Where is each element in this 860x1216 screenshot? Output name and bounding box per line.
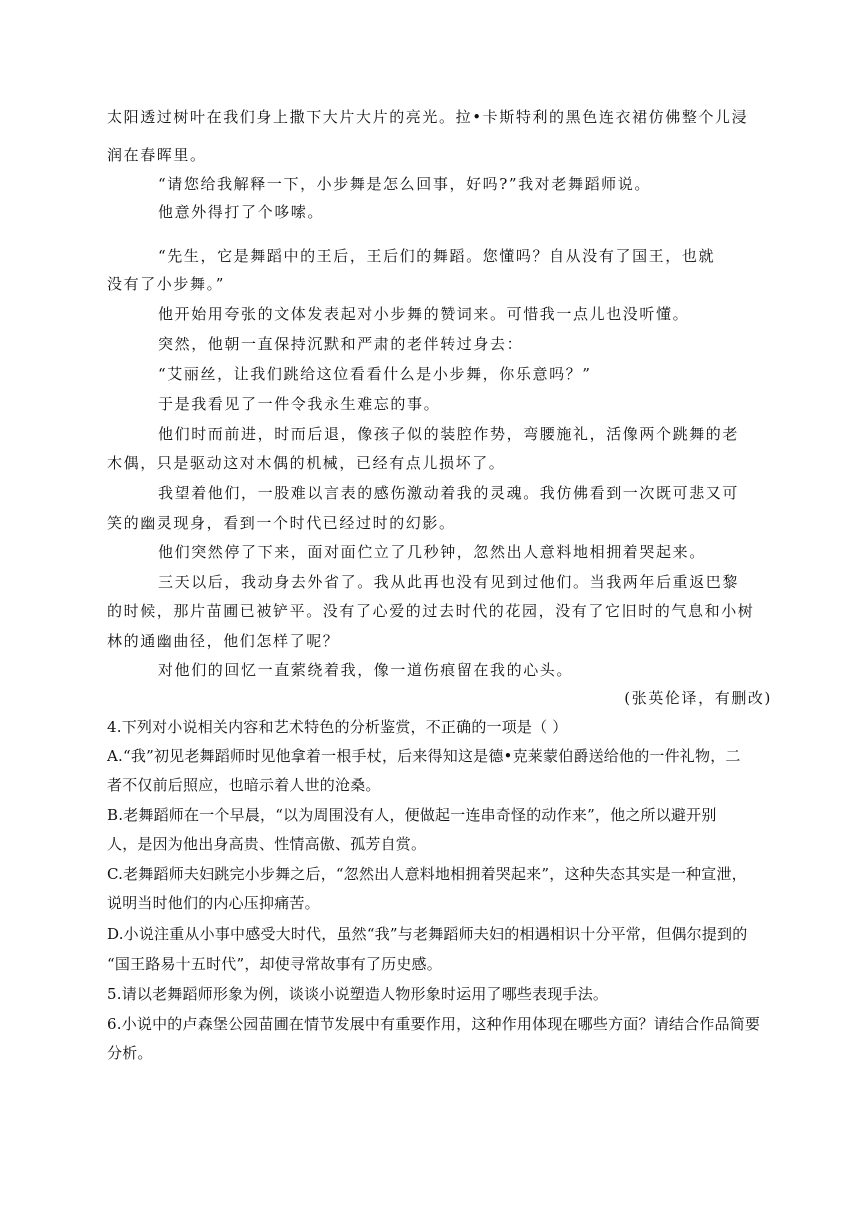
question-6-line: 6.小说中的卢森堡公园苗圃在情节发展中有重要作用，这种作用体现在哪些方面？请结合作品简要	[107, 1015, 761, 1033]
story-paragraph-line: “先生，它是舞蹈中的王后，王后们的舞蹈。您懂吗？自从没有了国王，也就	[158, 247, 716, 265]
story-paragraph-line: 三天以后，我动身去外省了。我从此再也没有见到过他们。当我两年后重返巴黎	[158, 573, 740, 591]
story-paragraph-line: 林的通幽曲径，他们怎样了呢？	[107, 632, 340, 650]
story-paragraph-line: 他们时而前进，时而后退，像孩子似的装腔作势，弯腰施礼，活像两个跳舞的老	[158, 425, 740, 443]
option-b-line: B.老舞蹈师在一个早晨，“以为周围没有人，便做起一连串奇怪的动作来”，他之所以避开别	[107, 806, 717, 824]
option-d-line: “国王路易十五时代”，却使寻常故事有了历史感。	[107, 955, 442, 973]
story-paragraph: 对他们的回忆一直萦绕着我，像一道伤痕留在我的心头。	[158, 661, 574, 679]
option-a-line: A.“我”初见老舞蹈师时见他拿着一根手杖，后来得知这是德•克莱蒙伯爵送给他的一件礼物，二	[107, 747, 741, 765]
story-paragraph: 他开始用夸张的文体发表起对小步舞的赞词来。可惜我一点儿也没听懂。	[158, 305, 690, 323]
question-4-stem: 4.下列对小说相关内容和艺术特色的分析鉴赏，不正确的一项是（ ）	[107, 718, 568, 736]
story-paragraph-line: 笑的幽灵现身，看到一个时代已经过时的幻影。	[107, 514, 456, 532]
story-paragraph: 于是我看见了一件令我永生难忘的事。	[158, 395, 441, 413]
option-a-line: 者不仅前后照应，也暗示着人世的沧桑。	[107, 776, 381, 794]
story-paragraph: 他意外得打了个哆嗦。	[158, 203, 325, 221]
option-c-line: 说明当时他们的内心压抑痛苦。	[107, 894, 320, 912]
story-paragraph: “请您给我解释一下，小步舞是怎么回事，好吗?”我对老舞蹈师说。	[158, 175, 651, 193]
translation-credit: (张英伦译，有删改)	[624, 689, 772, 707]
story-paragraph-line: 的时候，那片苗圃已被铲平。没有了心爱的过去时代的花园，没有了它旧时的气息和小树	[107, 602, 755, 620]
story-paragraph: 他们突然停了下来，面对面伫立了几秒钟，忽然出人意料地相拥着哭起来。	[158, 543, 706, 561]
story-paragraph-line: 我望着他们，一股难以言表的感伤激动着我的灵魂。我仿佛看到一次既可悲又可	[158, 484, 740, 502]
story-paragraph: “艾丽丝，让我们跳给这位看看什么是小步舞，你乐意吗？”	[158, 365, 592, 383]
story-paragraph-line: 太阳透过树叶在我们身上撒下大片大片的亮光。拉•卡斯特利的黑色连衣裙仿佛整个儿浸	[107, 108, 749, 126]
question-5: 5.请以老舞蹈师形象为例，谈谈小说塑造人物形象时运用了哪些表现手法。	[107, 985, 609, 1003]
option-b-line: 人，是因为他出身高贵、性情高傲、孤芳自赏。	[107, 835, 427, 853]
option-c-line: C.老舞蹈师夫妇跳完小步舞之后，“忽然出人意料地相拥着哭起来”，这种失态其实是一种宣泄，	[107, 865, 747, 883]
story-paragraph: 突然，他朝一直保持沉默和严肃的老伴转过身去：	[158, 335, 524, 353]
question-6-line: 分析。	[107, 1044, 153, 1062]
story-paragraph-line: 木偶，只是驱动这对木偶的机械，已经有点儿损坏了。	[107, 454, 506, 472]
story-paragraph-line: 没有了小步舞。”	[107, 275, 225, 293]
option-d-line: D.小说注重从小事中感受大时代，虽然“我”与老舞蹈师夫妇的相遇相识十分平常，但偶尔提到的	[107, 925, 748, 943]
story-paragraph-line: 润在春晖里。	[107, 146, 207, 164]
